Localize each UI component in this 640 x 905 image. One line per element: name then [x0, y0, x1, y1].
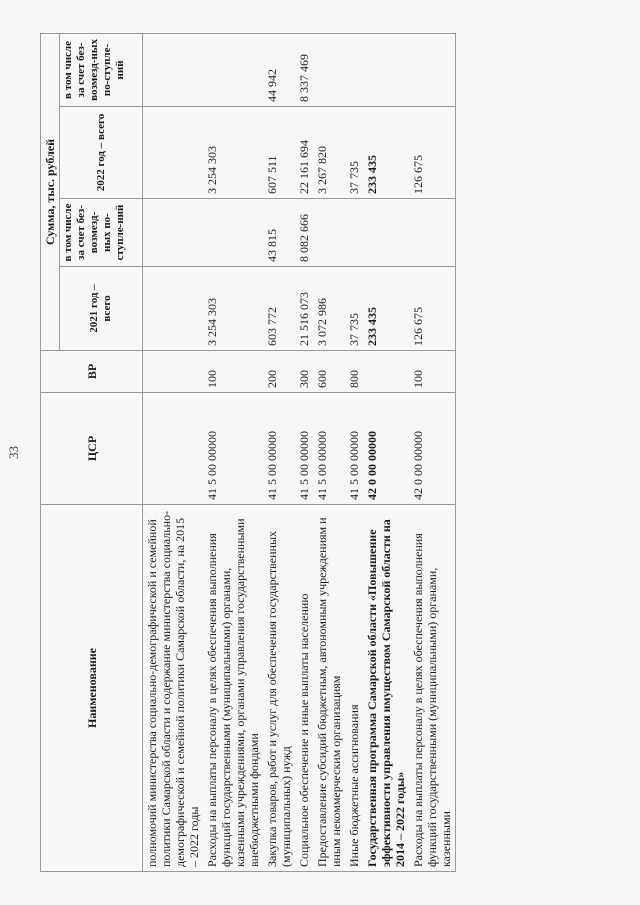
- cell-2021-total: 37 735: [345, 267, 363, 351]
- cell-2021-total: 3 072 986: [313, 267, 345, 351]
- cell-2021-free: [409, 199, 456, 267]
- cell-2021-free: [363, 199, 409, 267]
- header-sum: Сумма, тыс. рублей: [41, 33, 60, 350]
- table-body: [143, 33, 456, 871]
- budget-table: [40, 33, 456, 872]
- cell-2021-free: [203, 199, 263, 267]
- header-vr: ВР: [41, 351, 143, 393]
- cell-2021-total: 233 435: [363, 267, 409, 351]
- cell-vr: [363, 351, 409, 393]
- cell-name: Закупка товаров, работ и услуг для обеспечения государственных (муниципальных) нужд: [263, 505, 295, 872]
- cell-vr: 100: [203, 351, 263, 393]
- cell-2022-total: 3 254 303: [203, 107, 263, 199]
- cell-2021-total: [143, 267, 204, 351]
- header-2021-free: в том числе за счет без-возмезд-ных по-ступле-ний: [60, 199, 143, 267]
- table-row: [203, 33, 263, 871]
- cell-2022-total: 37 735: [345, 107, 363, 199]
- table-row: [143, 33, 204, 871]
- cell-2021-total: 21 516 073: [295, 267, 313, 351]
- cell-2022-total: 607 511: [263, 107, 295, 199]
- table-row: [295, 33, 313, 871]
- cell-2021-free: [345, 199, 363, 267]
- cell-name: Социальное обеспечение и иные выплаты населению: [295, 505, 313, 872]
- cell-2021-total: 603 772: [263, 267, 295, 351]
- page-number: 33: [6, 446, 21, 459]
- cell-2022-free: [409, 33, 456, 106]
- table-row: [263, 33, 295, 871]
- header-csr: ЦСР: [41, 393, 143, 505]
- cell-name: Предоставление субсидий бюджетным, автономным учреждениям и иным некоммерческим организациям: [313, 505, 345, 872]
- header-name: Наименование: [41, 505, 143, 872]
- cell-2022-free: 44 942: [263, 33, 295, 106]
- cell-2022-total: 3 267 820: [313, 107, 345, 199]
- cell-vr: 300: [295, 351, 313, 393]
- cell-2022-free: [345, 33, 363, 106]
- cell-2022-total: 126 675: [409, 107, 456, 199]
- cell-name: Расходы на выплаты персоналу в целях обеспечения выполнения функций государственными (муниципальными) органами, казенными учреждениями, органами управления государственными внебюджетными фондами: [203, 505, 263, 872]
- cell-2022-total: [143, 107, 204, 199]
- table-row: [363, 33, 409, 871]
- cell-csr: 41 5 00 00000: [203, 393, 263, 505]
- cell-csr: 42 0 00 00000: [363, 393, 409, 505]
- cell-2022-free: [313, 33, 345, 106]
- cell-2022-total: 22 161 694: [295, 107, 313, 199]
- cell-2022-total: 233 435: [363, 107, 409, 199]
- table-row: [409, 33, 456, 871]
- cell-2021-free: 43 815: [263, 199, 295, 267]
- cell-csr: 42 0 00 00000: [409, 393, 456, 505]
- table-row: [313, 33, 345, 871]
- cell-2022-free: [143, 33, 204, 106]
- cell-vr: 600: [313, 351, 345, 393]
- table-header: [41, 33, 143, 871]
- cell-2021-total: 126 675: [409, 267, 456, 351]
- cell-csr: 41 5 00 00000: [345, 393, 363, 505]
- cell-2022-free: [363, 33, 409, 106]
- cell-vr: 100: [409, 351, 456, 393]
- header-2022-free: в том числе за счет без-возмезд-ных по-ступле-ний: [60, 33, 143, 106]
- cell-vr: 200: [263, 351, 295, 393]
- cell-vr: [143, 351, 204, 393]
- cell-name: Иные бюджетные ассигнования: [345, 505, 363, 872]
- cell-name: Государственная программа Самарской области «Повышение эффективности управления имуществом Самарской области на 2014 – 2022 годы»: [363, 505, 409, 872]
- table-row: [345, 33, 363, 871]
- cell-csr: 41 5 00 00000: [295, 393, 313, 505]
- cell-2022-free: 8 337 469: [295, 33, 313, 106]
- cell-csr: 41 5 00 00000: [263, 393, 295, 505]
- cell-vr: 800: [345, 351, 363, 393]
- cell-name: Расходы на выплаты персоналу в целях обеспечения выполнения функций государственными (муниципальными) органами, казенными: [409, 505, 456, 872]
- cell-csr: [143, 393, 204, 505]
- header-2021-total: 2021 год – всего: [60, 267, 143, 351]
- header-2022-total: 2022 год – всего: [60, 107, 143, 199]
- cell-2021-free: [143, 199, 204, 267]
- cell-csr: 41 5 00 00000: [313, 393, 345, 505]
- cell-2022-free: [203, 33, 263, 106]
- cell-name: полномочий министерства социально-демографической и семейной политики Самарской области и содержание министерства социально-демографической и семейной политики Самарской области, на 2015 – 2022 годы: [143, 505, 204, 872]
- cell-2021-total: 3 254 303: [203, 267, 263, 351]
- cell-2021-free: [313, 199, 345, 267]
- cell-2021-free: 8 082 666: [295, 199, 313, 267]
